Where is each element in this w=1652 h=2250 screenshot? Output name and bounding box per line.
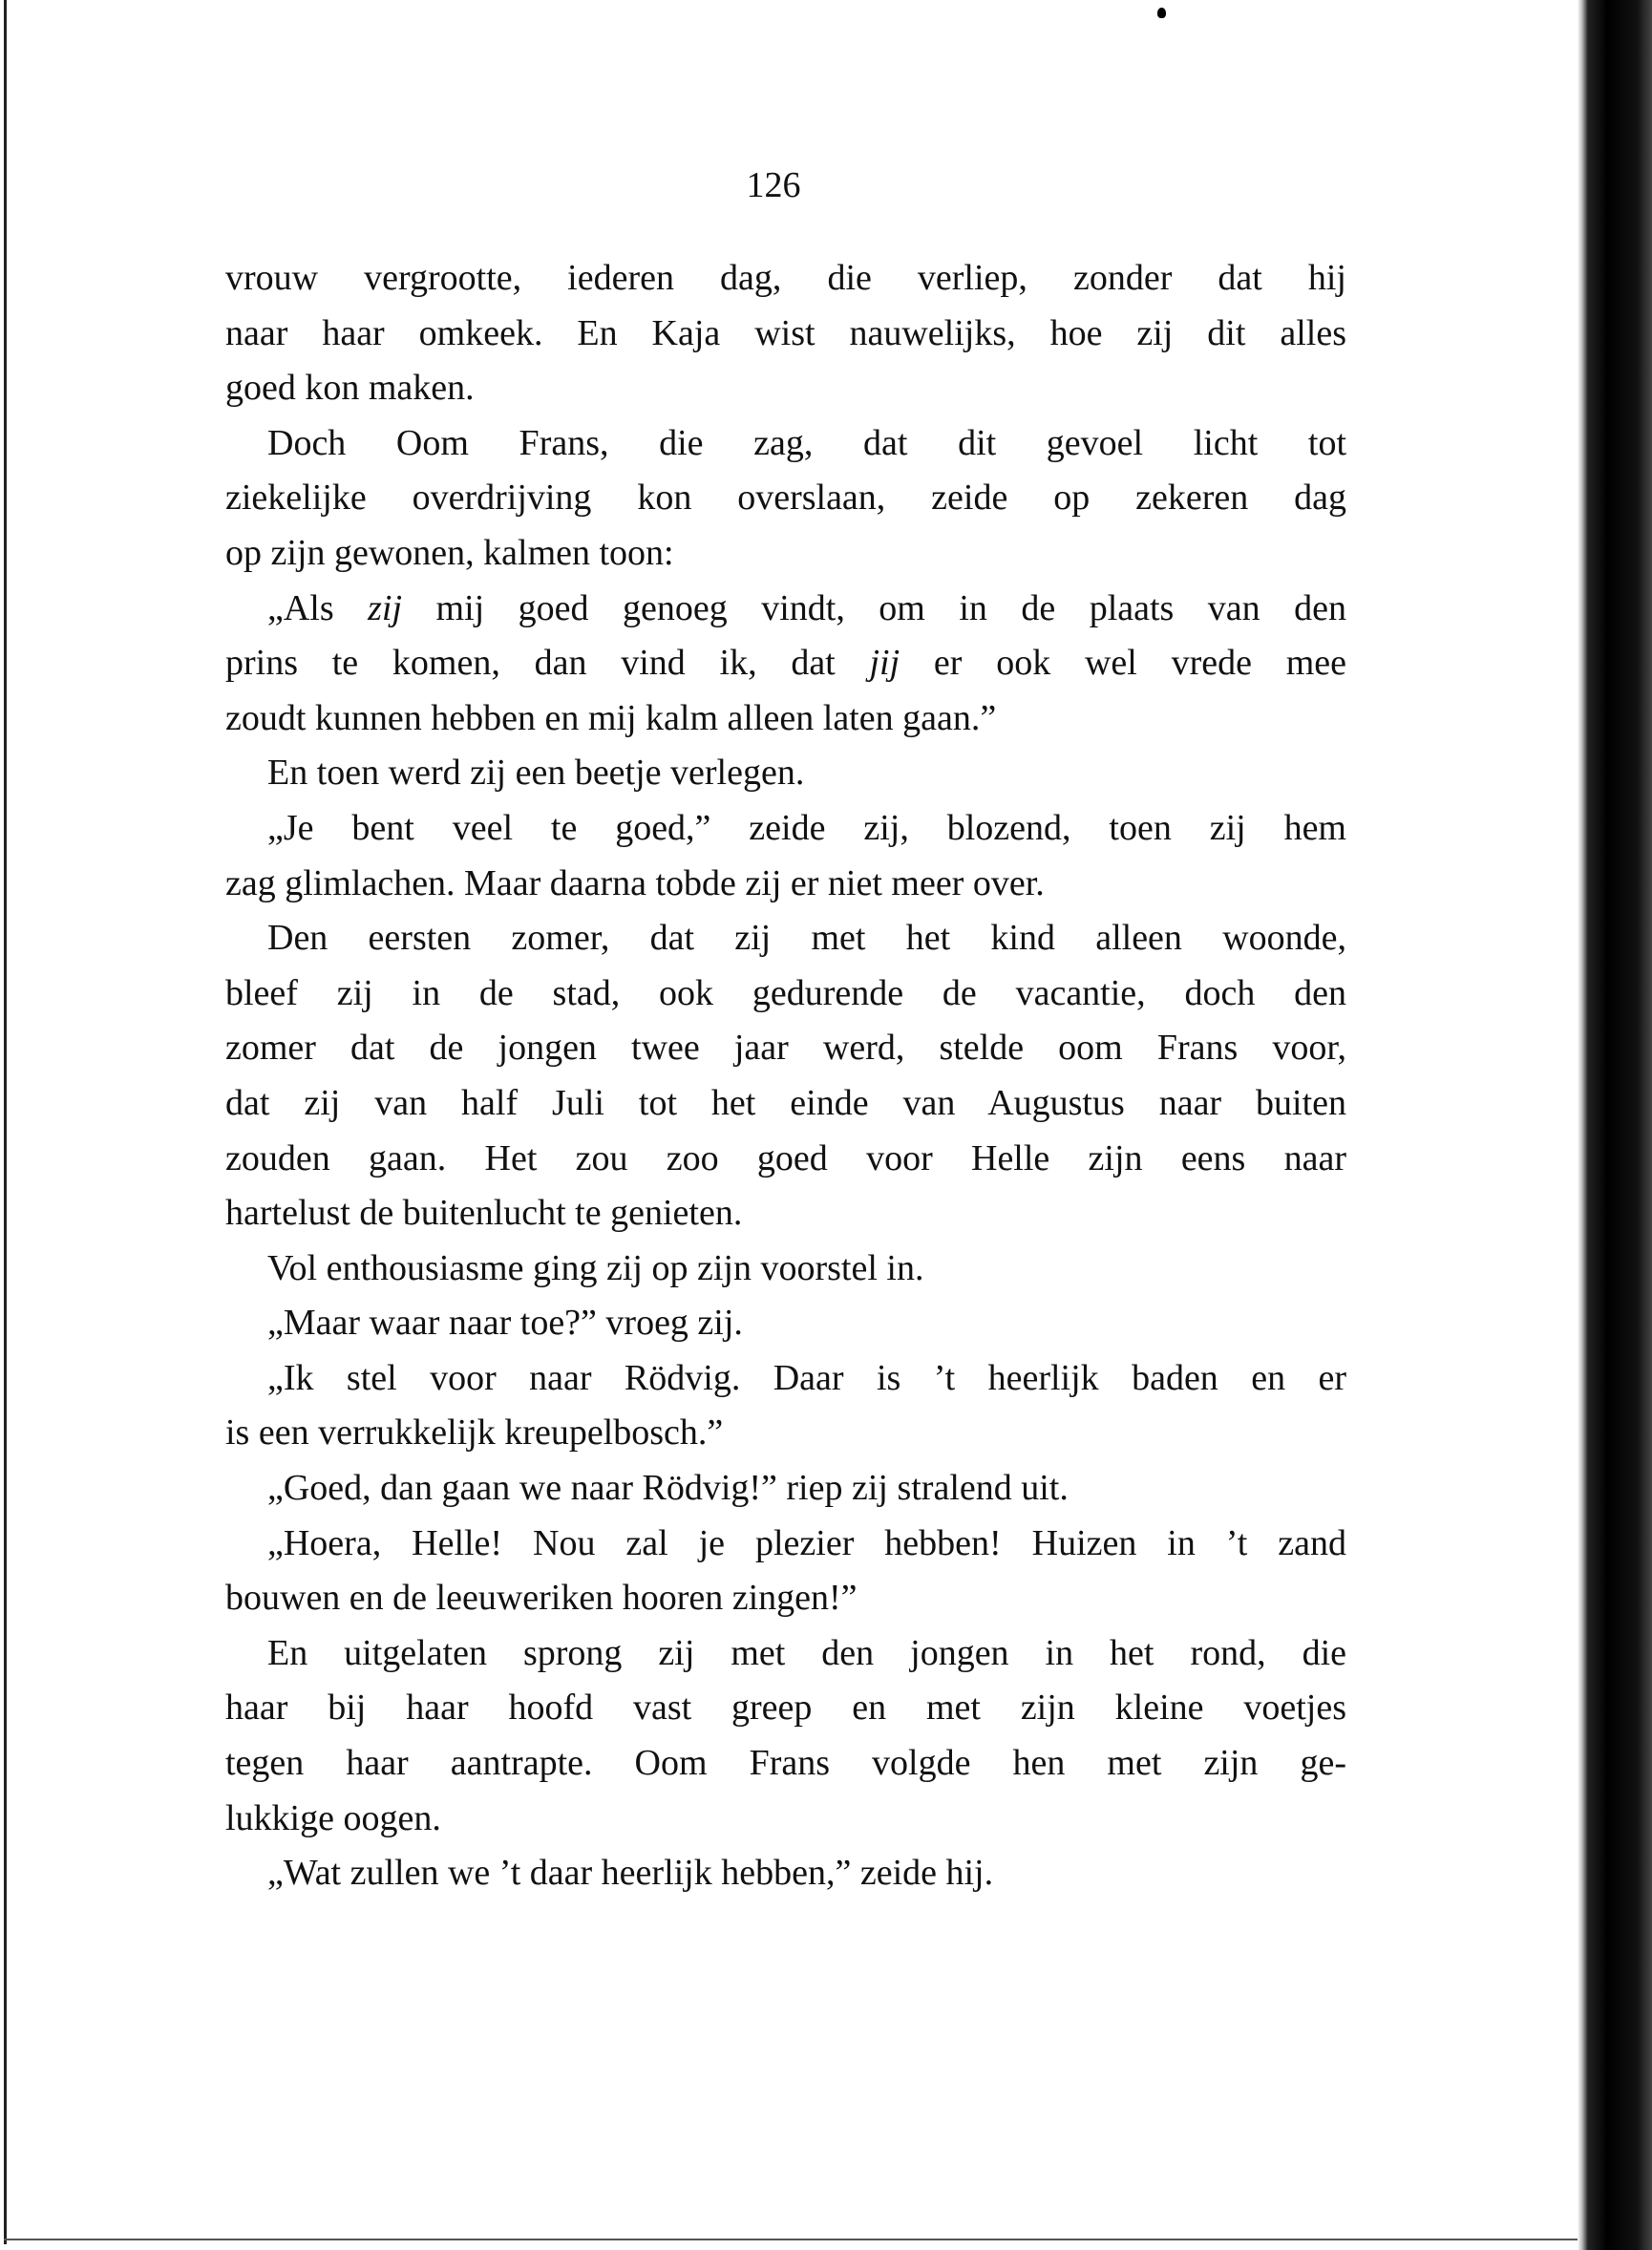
text-line: „Goed, dan gaan we naar Rödvig!” riep zij stralend uit. (267, 1468, 1069, 1509)
text-line: op zijn gewonen, kalmen toon: (225, 532, 674, 573)
text-line: „Ik stel voor naar Rödvig. Daar is ’t heerlijk baden en er (267, 1357, 1346, 1398)
text-line: is een verrukkelijk kreupelbosch.” (225, 1412, 724, 1454)
page-left-edge (4, 0, 7, 2244)
text-line: zoudt kunnen hebben en mij kalm alleen laten gaan.” (225, 697, 997, 738)
text-line: haar bij haar hoofd vast greep en met zijn kleine voetjes (225, 1688, 1346, 1729)
text-line: „Hoera, Helle! Nou zal je plezier hebben! Huizen in ’t zand (267, 1522, 1346, 1563)
text-line: „Je bent veel te goed,” zeide zij, blozend, toen zij hem (267, 807, 1346, 848)
text-line: zag glimlachen. Maar daarna tobde zij er niet meer over. (225, 862, 1045, 903)
text-line: Vol enthousiasme ging zij op zijn voorstel in. (267, 1247, 924, 1288)
ink-mark (1157, 8, 1166, 18)
text-line: tegen haar aantrapte. Oom Frans volgde hen met zijn ge- (225, 1743, 1346, 1784)
text-line: En uitgelaten sprong zij met den jongen in het rond, die (267, 1632, 1346, 1673)
text-line: zouden gaan. Het zou zoo goed voor Helle zijn eens naar (225, 1137, 1346, 1178)
text-line: Den eersten zomer, dat zij met het kind alleen woonde, (267, 918, 1346, 959)
text-line: naar haar omkeek. En Kaja wist nauwelijks, hoe zij dit alles (225, 312, 1346, 353)
book-binding-edge (1578, 0, 1652, 2250)
page-number: 126 (746, 165, 801, 205)
text-line: vrouw vergrootte, iederen dag, die verliep, zonder dat hij (225, 258, 1346, 298)
text-line: zomer dat de jongen twee jaar werd, stelde oom Frans voor, (225, 1028, 1346, 1069)
body-text (225, 251, 1346, 1901)
text-line: bouwen en de leeuweriken hooren zingen!” (225, 1578, 858, 1619)
text-segment: mij goed genoeg vindt, om in de plaats van den (402, 587, 1346, 628)
page-bottom-edge (4, 2239, 1589, 2240)
text-line: goed kon maken. (225, 368, 475, 409)
text-line: bleef zij in de stad, ook gedurende de vacantie, doch den (225, 972, 1346, 1013)
text-line: „Wat zullen we ’t daar heerlijk hebben,” zeide hij. (267, 1853, 994, 1894)
text-segment: er ook wel vrede mee (900, 643, 1346, 684)
text-line: ziekelijke overdrijving kon overslaan, zeide op zekeren dag (225, 478, 1346, 519)
italic-word: jij (869, 643, 900, 684)
text-line (225, 636, 1346, 691)
text-segment: „Als (267, 587, 369, 628)
text-line: lukkige oogen. (225, 1797, 441, 1838)
text-line: „Maar waar naar toe?” vroeg zij. (267, 1303, 743, 1344)
text-line: hartelust de buitenlucht te genieten. (225, 1193, 743, 1234)
text-line: Doch Oom Frans, die zag, dat dit gevoel licht tot (267, 422, 1346, 463)
italic-word: zij (368, 587, 403, 628)
text-line: En toen werd zij een beetje verlegen. (267, 753, 805, 794)
text-line (225, 582, 1346, 637)
text-segment: prins te komen, dan vind ik, dat (225, 643, 870, 684)
text-line: dat zij van half Juli tot het einde van Augustus naar buiten (225, 1082, 1346, 1123)
